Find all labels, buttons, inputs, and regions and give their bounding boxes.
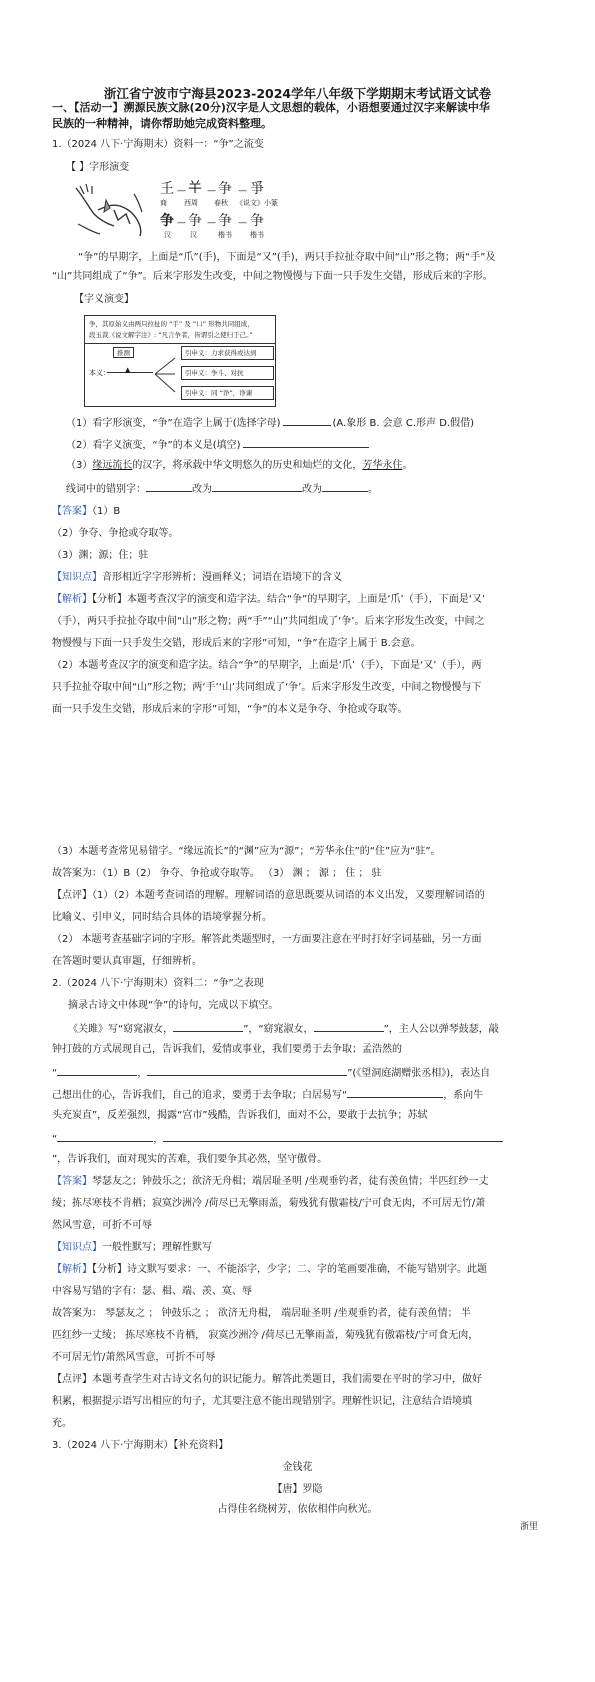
diagram-extended-meaning-1: 引申义：力求获得或达到 [181,346,274,360]
a1-analysis-line2: （手），两只手拉扯夺取中间“山”形之物；两“手”“山”共同组成了‘争’。后来字形发生改变，中间之 [52,616,485,627]
poem-author: 【唐】罗隐 [272,1484,323,1495]
question-2-heading: 2.（2024 八下·宁海期末）资料二：“争”之表现 [52,978,264,989]
a2-knowledge-point: 【知识点】一般性默写；理解性默写 [52,1242,212,1253]
poem-line-1: 占得佳名绕树芳，依依相伴向秋光。 [217,1504,378,1515]
poem-title: 金钱花 [282,1462,313,1473]
diagram-meaning-box [84,343,276,407]
meaning-evolution-label: 【字义演变】 [74,294,134,305]
a1-knowledge-point: 【知识点】音形相近字字形辨析；漫画释义；词语在语境下的含义 [52,572,342,583]
q2-line7: ”，告诉我们，面对现实的苦难，我们要争其必然，坚守傲骨。 [52,1154,328,1165]
a1-comment-line1: 【点评】（1）（2）本题考查词语的理解。理解词语的意思既要从词语的本义出发，又要理解词语的 [52,890,485,901]
q1-sub3: （3）缘远流长的汉字，将承载中华文明悠久的历史和灿烂的文化，芳华永住。 [66,460,413,471]
a2-answer-line1: 【答案】琴瑟友之；钟鼓乐之；欲济无舟楫；端居耻圣明 /坐观垂钓者，徒有羡鱼情；半匹红纱一丈 [52,1176,489,1187]
a2-analysis-line1: 【解析】【分析】诗文默写要求：一、不能添字，少字；二、字的笔画要准确，不能写错别字。此题 [52,1264,487,1275]
a1-analysis-line4: （2）本题考查汉字的演变和造字法。结合“争”的早期字，上面是‘爪’（手），下面是‘又’（手），两 [52,660,482,671]
section-heading-line2: 民族的一种精神，请你帮助她完成资料整理。 [52,117,272,130]
glyph-xiaozhuan: 爭 [250,181,264,197]
q1-wrong-char-blank-1[interactable] [146,480,192,492]
q1-paragraph-line2: “山”共同组成了“争”。后来字形发生改变，中间之物慢慢与下面一只手发生交错，形成后来的字形。 [52,271,493,282]
a2-comment-line2: 积累，根据提示语写出相应的句子，尤其要注意不能出现错别字。理解性识记，注意结合语境填 [52,1396,472,1407]
a1-analysis-line3: 物慢慢与下面一只手发生交错，形成后来的字形”可知，“争”在造字上属于 B.会意。 [52,638,421,649]
diagram-def-line2: 段玉裁《说文解字注》: “凡言争者，皆谓引之使归于己。” [89,331,253,339]
glyph-xizhou: 𢆉 [188,180,202,196]
q1-sub2: （2）看字义演变，“争”的本义是(填空) [66,436,369,453]
caption-top-1: 西周 [184,199,198,207]
footer-watermark: 浙里 [520,1522,539,1532]
q2-line3: “ ， ”(《望洞庭湖赠张丞相》)，表达自 [52,1064,490,1081]
a1-final-answer: 故答案为：（1）B（2） 争夺、争抢或夺取等。 （3） 渊 ； 源 ； 住 ； 驻 [52,868,382,879]
q1-paragraph-line1: “争”的早期字，上面是“爪”(手)，下面是“又”(手)，两只手拉扯夺取中间“山”形之物；两“手”及 [78,252,496,263]
q2-blank-2[interactable] [314,1020,384,1032]
a1-analysis-line7: （3）本题考查常见易错字。“缘远流长”的“渊”应为“源”；“芳华永住”的“住”应为“驻”。 [52,846,441,857]
caption-top-3: 《说文》小篆 [236,199,278,207]
a2-answer-line2: 绫；拣尽寒枝不肯栖；寂寞沙洲冷 /荷尽已无擎雨盖，菊残犹有傲霜枝/宁可食无肉，不可居无竹/萧 [52,1198,486,1209]
q1-correct-char-blank-1[interactable] [212,480,302,492]
diagram-triangle-icon: ▲ [125,366,131,374]
q2-intro: 摘录古诗文中体现“争”的诗句，完成以下填空。 [68,1000,279,1011]
q2-blank-6[interactable] [57,1130,153,1142]
glyph-evolution-label: 【 】字形演变 [66,162,130,173]
a2-comment-line1: 【点评】本题考查学生对古诗文名句的识记能力。解答此类题目，我们需要在平时的学习中，做好 [52,1374,482,1385]
a2-analysis-line5: 不可居无竹/萧然风雪意，可折不可辱 [52,1352,216,1363]
diagram-extended-meaning-3: 引申义：同 “诤”，诤谏 [181,386,274,400]
diagram-infer-tag: 推测 [113,347,134,358]
diagram-branch-arrows [153,352,179,402]
a1-answer-line3: （3）渊；源；住；驻 [52,550,149,561]
question-1-heading: 1.（2024 八下·宁海期末）资料一：“争”之流变 [52,139,264,150]
a2-analysis-line3: 故答案为： 琴瑟友之 ； 钟鼓乐之 ； 欲济无舟楫， 端居耻圣明 /坐观垂钓者，徒有羡鱼情； 半 [52,1308,471,1319]
diagram-base-meaning: 本义： [89,369,110,377]
q2-blank-1[interactable] [173,1020,243,1032]
caption-bottom-1: 汉 [190,231,197,239]
caption-bottom-2: 楷书 [218,231,232,239]
a1-answer-line1: 【答案】（1）B [52,506,121,517]
a1-comment-line3: （2） 本题考查基础字词的字形。解答此类题型时，一方面要注意在平时打好字词基础，另一方面 [52,934,482,945]
a2-answer-line3: 然风雪意，可折不可辱 [52,1220,152,1231]
glyph-han-1: 争 [160,213,174,229]
a1-comment-line4: 在答题时要认真审题，仔细辨析。 [52,956,202,967]
glyph-kaishu-2: 争 [250,213,264,229]
caption-top-2: 春秋 [214,199,228,207]
q2-line1: 《关雎》写“窈窕淑女， ”，“窈窕淑女， ”，主人公以弹琴鼓瑟，敲 [68,1020,499,1037]
glyph-kaishu-1: 争 [218,213,232,229]
a1-analysis-line6: 面一只手发生交错，形成后来的字形”可知，“争”的本义是争夺、争抢或夺取等。 [52,704,408,715]
a2-analysis-line2: 中容易写错的字有：瑟、楫、端、羡、寞、辱 [52,1286,252,1297]
q2-line4: 己想出仕的心，告诉我们，自己的追求，要勇于去争取；白居易写“ ，系向牛 [52,1086,483,1103]
q2-line5: 头充炭直”，反差强烈，揭露“宫市”残酷，告诉我们，面对不公，要敢于去抗争；苏轼 [52,1110,428,1121]
glyph-chunqiu: 争 [218,181,232,197]
caption-bottom-0: 汉 [164,231,171,239]
a1-analysis-line1: 【解析】【分析】本题考查汉字的演变和造字法。结合“争”的早期字，上面是‘爪’（手），下面是‘又’ [52,594,486,605]
diagram-extended-meaning-2: 引申义：争斗、对抗 [181,366,274,380]
glyph-shang: 𡈼 [160,181,174,197]
glyph-han-2: 争 [188,213,202,229]
diagram-def-line1: 争，其原始义由两只拉扯的 “手” 及 “凵” 形物共同组成， [89,320,254,328]
document-page: 浙江省宁波市宁海县2023-2024学年八年级下学期期末考试语文试卷 一、【活动一】溯源民族文脉(20分)汉字是人文思想的载体，小语想要通过汉字来解读中华 民族的一种精神，请你帮助她完成资料整理。 1.（2024 八下·宁海期末）资料一：“争”之流变 【 】字形演变 𡈼 𢆉 争 爭 — — — 商 西周 春秋 《说文》小篆 争 争 争 争 — — — 汉 汉 楷书 楷书 “争”的早期字，上面是“爪”(手)，下面是“又”(手)，两只手拉扯夺取中间“山”形之物；两“手”及 “山”共同组成了“争”。后来字形发生改变，中间之物慢慢与下面一只手发生交错，形成后来的字形。 【字义演变】 争，其原始义由两只拉扯的 “手” 及 “凵” 形物共同组成， 段玉裁《说文解字注》: “凡言争者，皆谓引之使归于己。” 推测 本义： ▲ 引申义：力求获得或达到 引申义：争斗、对抗 引申义：同 “诤”，诤谏 （1）看字形演变，“争”在造字上属于(选择字母) (A.象形 B. 会意 C.形声 D.假借) （2）看字义演变，“争”的本义是(填空) （3）缘远流长的汉字，将承载中华文明悠久的历史和灿烂的文化，芳华永住。 线词中的错别字： 改为 改为 。 【答案】（1）B （2）争夺、争抢或夺取等。 （3）渊；源；住；驻 【知识点】音形相近字字形辨析；漫画释义；词语在语境下的含义 【解析】【分析】本题考查汉字的演变和造字法。结合“争”的早期字，上面是‘爪’（手），下面是‘又’ （手），两只手拉扯夺取中间“山”形之物；两“手”“山”共同组成了‘争’。后来字形发生改变，中间之 物慢慢与下面一只手发生交错，形成后来的字形”可知，“争”在造字上属于 B.会意。 （2）本题考查汉字的演变和造字法。结合“争”的早期字，上面是‘爪’（手），下面是‘又’（手），两 只手拉扯夺取中间“山”形之物；两‘手’‘山’共同组成了‘争’。后来字形发生改变，中间之物慢慢与下 面一只手发生交错，形成后来的字形”可知，“争”的本义是争夺、争抢或夺取等。 （3）本题考查常见易错字。“缘远流长”的“渊”应为“源”；“芳华永住”的“住”应为“驻”。 故答案为：（1）B（2） 争夺、争抢或夺取等。 （3） 渊 ； 源 ； 住 ； 驻 【点评】（1）（2）本题考查词语的理解。理解词语的意思既要从词语的本义出发，又要理解词语的 比喻义、引申义，同时结合具体的语境掌握分析。 （2） 本题考查基础字词的字形。解答此类题型时，一方面要注意在平时打好字词基础，另一方面 在答题时要认真审题，仔细辨析。 2.（2024 八下·宁海期末）资料二：“争”之表现 摘录古诗文中体现“争”的诗句，完成以下填空。 《关雎》写“窈窕淑女， ”，“窈窕淑女， ”，主人公以弹琴鼓瑟，敲 钟打鼓的方式展现自己，告诉我们，爱情或事业，我们要勇于去争取；孟浩然的 “ ， ”(《望洞庭湖赠张丞相》)，表达自 己想出仕的心，告诉我们，自己的追求，要勇于去争取；白居易写“ ，系向牛 头充炭直”，反差强烈，揭露“宫市”残酷，告诉我们，面对不公，要敢于去抗争；苏轼 “ ， ”，告诉我们，面对现实的苦难，我们要争其必然，坚守傲骨。 【答案】琴瑟友之；钟鼓乐之；欲济无舟楫；端居耻圣明 /坐观垂钓者，徒有羡鱼情；半匹红纱一丈 绫；拣尽寒枝不肯栖；寂寞沙洲冷 /荷尽已无擎雨盖，菊残犹有傲霜枝/宁可食无肉，不可居无竹/萧 然风雪意，可折不可辱 【知识点】一般性默写；理解性默写 【解析】【分析】诗文默写要求：一、不能添字，少字；二、字的笔画要准确，不能写错别字。此题 中容易写错的字有：瑟、楫、端、羡、寞、辱 故答案为： 琴瑟友之 ； 钟鼓乐之 ； 欲济无舟楫， 端居耻圣明 /坐观垂钓者，徒有羡鱼情； 半 匹红纱一丈绫； 拣尽寒枝不肯栖， 寂寞沙洲冷 /荷尽已无擎雨盖，菊残犹有傲霜枝/宁可食无肉， 不可居无竹/萧然风雪意，可折不可辱 【点评】本题考查学生对古诗文名句的识记能力。解答此类题目，我们需要在平时的学习中，做好 积累，根据提示语写出相应的句子，尤其要注意不能出现错别字。理解性识记，注意结合语境填 充。 3.（2024 八下·宁海期末）【补充资料】 金钱花 【唐】罗隐 占得佳名绕树芳，依依相伴向秋光。 浙里 [0,0,595,1682]
q1-sub1: （1）看字形演变，“争”在造字上属于(选择字母) (A.象形 B. 会意 C.形声 D.假借) [66,414,474,431]
a1-answer-line2: （2）争夺、争抢或夺取等。 [52,528,179,539]
two-hands-illustration [70,180,150,240]
q1-correct-char-blank-2[interactable] [322,480,368,492]
section-heading-line1: 一、【活动一】溯源民族文脉(20分)汉字是人文思想的载体，小语想要通过汉字来解读中华 [52,101,490,114]
a2-comment-line3: 充。 [52,1418,72,1429]
question-3-heading: 3.（2024 八下·宁海期末）【补充资料】 [52,1440,229,1451]
q2-blank-5[interactable] [347,1086,443,1098]
a2-analysis-line4: 匹红纱一丈绫； 拣尽寒枝不肯栖， 寂寞沙洲冷 /荷尽已无擎雨盖，菊残犹有傲霜枝/宁可食无肉， [52,1330,479,1341]
q1-sub2-blank[interactable] [243,436,369,448]
diagram-definition-box [84,315,276,345]
q1-sub1-blank[interactable] [283,414,331,426]
q2-line2: 钟打鼓的方式展现自己，告诉我们，爱情或事业，我们要勇于去争取；孟浩然的 [52,1044,402,1055]
q2-line6: “ ， [52,1130,503,1147]
a1-analysis-line5: 只手拉扯夺取中间“山”形之物；两‘手’‘山’共同组成了‘争’。后来字形发生改变，中间之物慢慢与下 [52,682,482,693]
a1-comment-line2: 比喻义、引申义，同时结合具体的语境掌握分析。 [52,912,272,923]
q2-blank-7[interactable] [163,1130,503,1142]
q2-blank-4[interactable] [147,1064,347,1076]
document-title: 浙江省宁波市宁海县2023-2024学年八年级下学期期末考试语文试卷 [103,86,492,101]
q2-blank-3[interactable] [57,1064,137,1076]
caption-top-0: 商 [160,199,167,207]
q1-sub3-blanks: 线词中的错别字： 改为 改为 。 [66,480,378,497]
caption-bottom-3: 楷书 [250,231,264,239]
